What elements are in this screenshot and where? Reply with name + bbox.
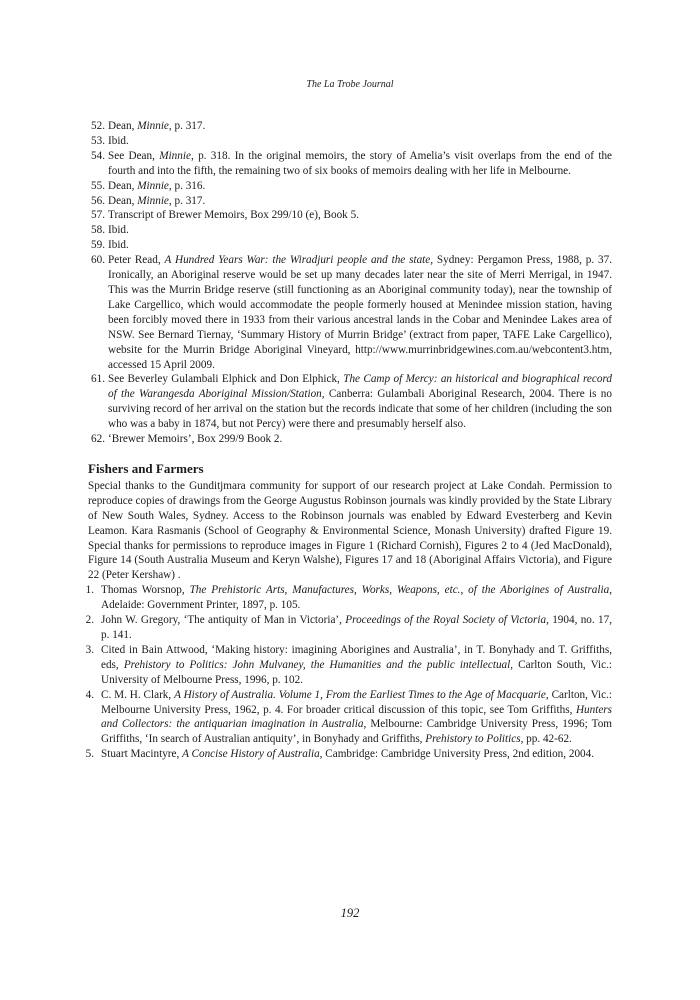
text-run: See Beverley Gulambali Elphick and Don Elphick, xyxy=(108,373,344,386)
page-body xyxy=(85,119,613,762)
text-run: , Carlton South, Vic.: University of Melbourne Press, 1996, p. 102. xyxy=(101,658,612,686)
endnote xyxy=(88,253,612,372)
text-run: C. M. H. Clark, xyxy=(101,688,175,701)
italic-title: A History of Australia. Volume 1, From the Earliest Times to the Age of Macquarie xyxy=(174,688,546,701)
italic-title: The Camp of Mercy: an historical and biographical record of the Warangesda Aboriginal Mission/Station, xyxy=(108,373,612,401)
endnotes-list-a xyxy=(88,119,612,447)
text-run: ‘Brewer Memoirs’, Box 299/9 Book 2. xyxy=(108,433,283,446)
endnote-number: 55. xyxy=(91,179,105,192)
endnote-text xyxy=(100,643,612,688)
endnotes-list-b xyxy=(85,583,613,762)
endnote xyxy=(88,134,612,149)
italic-title: Hunters and Collectors: the antiquarian imagination in Australia xyxy=(101,703,612,731)
endnote xyxy=(88,238,612,253)
text-run: , 1904, no. 17, p. 141. xyxy=(101,614,612,641)
text-run: Ibid. xyxy=(108,134,129,147)
endnote xyxy=(85,583,612,613)
endnote xyxy=(88,179,612,194)
running-head: The La Trobe Journal xyxy=(306,79,394,90)
text-run: , p. 316. xyxy=(168,179,206,192)
text-run: Thomas Worsnop, xyxy=(101,584,190,597)
endnote xyxy=(88,208,612,223)
text-run: , p. 318. In the original memoirs, the story of Amelia’s visit overlaps from the end of the fourth and into the fifth, the remaining two of six books of memoirs dealing with her life in Melbourne. xyxy=(108,149,612,177)
italic-title: Minnie xyxy=(137,120,169,132)
endnote-text xyxy=(108,179,612,194)
endnote xyxy=(85,643,612,688)
text-run: , Melbourne: Cambridge University Press, 1996; Tom Griffiths, ‘In search of Australian antiquity’, in Bonyhady and Griffiths, xyxy=(101,718,613,746)
text-run: Transcript of Brewer Memoirs, Box 299/10 (e), Book 5. xyxy=(108,209,359,222)
text-run: , Adelaide: Government Printer, 1897, p. 105. xyxy=(101,584,612,612)
endnote-number: 57. xyxy=(91,209,105,222)
section-title: Fishers and Farmers xyxy=(88,460,204,476)
endnote-text xyxy=(108,134,612,149)
text-run: Stuart Macintyre, xyxy=(101,748,183,761)
italic-title: Prehistory to Politics: John Mulvaney, the Humanities and the public intellectual xyxy=(123,658,511,671)
endnote-number: 2. xyxy=(85,614,94,627)
endnote-number: 3. xyxy=(85,643,94,656)
text-run: , pp. 42-62. xyxy=(520,733,572,746)
endnote-number: 60. xyxy=(91,254,105,267)
endnote-text xyxy=(100,747,612,762)
endnote-number: 52. xyxy=(91,120,105,132)
endnote-number: 4. xyxy=(85,688,94,701)
text-run: See Dean, xyxy=(108,149,160,162)
endnote-number: 5. xyxy=(85,748,94,761)
text-run: Canberra: Gulambali Aboriginal Research, 2004. There is no surviving record of her arrival on the station but the records indicate that some of her children (including the son who was a baby in 1874, but not Percy) were there and presumably herself also. xyxy=(108,388,612,431)
endnote xyxy=(85,747,612,762)
text-run: , Carlton, Vic.: Melbourne University Press, 1962, p. 4. For broader critical discussion of this topic, see Tom Griffiths, xyxy=(101,688,612,716)
endnote xyxy=(85,613,612,643)
italic-title: A Concise History of Australia xyxy=(182,748,320,761)
endnote xyxy=(88,432,612,447)
endnote-text xyxy=(108,253,612,372)
italic-title: Minnie xyxy=(159,149,191,162)
endnote-text xyxy=(108,238,612,253)
text-run: , Cambridge: Cambridge University Press, 2nd edition, 2004. xyxy=(319,748,595,761)
italic-title: Proceedings of the Royal Society of Victoria xyxy=(345,614,547,627)
endnote xyxy=(88,194,612,209)
endnote-number: 1. xyxy=(85,584,94,597)
endnote-text xyxy=(100,688,612,748)
text-run: , p. 317. xyxy=(168,120,206,132)
text-run: , p. 317. xyxy=(168,194,206,207)
text-run: Dean, xyxy=(108,194,138,207)
endnote-number: 61. xyxy=(91,373,105,386)
italic-title: Minnie xyxy=(137,179,169,192)
endnote-text xyxy=(100,583,612,613)
italic-title: Minnie xyxy=(137,194,169,207)
text-run: Ibid. xyxy=(108,239,129,252)
text-run: Cited in Bain Attwood, ‘Making history: imagining Aborigines and Australia’, in T. Bonyhady and T. Griffiths, eds, xyxy=(101,643,612,671)
endnote xyxy=(85,688,613,748)
endnote-text xyxy=(108,119,612,134)
italic-title: Prehistory to Politics xyxy=(425,733,521,746)
endnote-number: 59. xyxy=(91,239,105,252)
endnote xyxy=(88,149,612,179)
endnote xyxy=(88,223,612,238)
endnote xyxy=(88,119,612,134)
endnote-text xyxy=(108,223,612,238)
endnote-text xyxy=(108,194,612,209)
endnote-text xyxy=(108,372,612,432)
text-run: Dean, xyxy=(108,179,138,192)
section-intro: Special thanks to the Gunditjmara community for support of our research project at Lake Condah. Permission to reproduce copies of drawings from the George Augustus Robinson journals was kindly provided by the State Library of New South Wales, Sydney. Access to the Robinson journals was enabled by Edward Evesterberg and Kevin Leamon. Kara Rasmanis (School of Geography & Environmental Science, Monash University) drafted Figure 19. Special thanks for permissions to reproduce images in Figure 1 (Richard Cornish), Figures 2 to 4 (Jed MacDonald), Figure 14 (South Australia Museum and Keryn Walshe), Figures 17 and 18 (Aboriginal Affairs Victoria), and Figure 22 (Peter Kershaw) . xyxy=(88,479,612,582)
endnote-text xyxy=(108,208,612,223)
text-run: Peter Read, xyxy=(108,254,165,267)
endnote-number: 56. xyxy=(91,194,105,207)
page-number: 192 xyxy=(340,906,360,920)
text-run: John W. Gregory, ‘The antiquity of Man in Victoria’, xyxy=(101,614,346,627)
text-run: Sydney: Pergamon Press, 1988, p. 37. Ironically, an Aboriginal reserve would be set up many decades later near the site of Merri Merrigal, in 1947. This was the Murrin Bridge reserve (still functioning as an Aboriginal community today), near the township of Lake Cargellico, which would accommodate the people formerly housed at Menindee mission station, having been forcibly moved there in 1933 from their various ancestral lands in the Cobar and Menindee Lakes area of NSW. See Bernard Tiernay, ‘Summary History of Murrin Bridge’ (extract from paper, TAFE Lake Cargellico), website for the Murrin Bridge Aboriginal Vineyard, http://www.murrinbridgewines.com.au/webcontent3.htm, accessed 15 April 2009. xyxy=(108,254,613,371)
italic-title: A Hundred Years War: the Wiradjuri people and the state, xyxy=(164,254,434,267)
text-run: Dean, xyxy=(108,120,138,132)
endnote-number: 62. xyxy=(91,433,105,446)
text-run: Ibid. xyxy=(108,224,129,237)
endnote-text xyxy=(100,613,612,643)
endnote xyxy=(88,372,612,432)
endnote-text xyxy=(108,432,612,447)
endnote-number: 54. xyxy=(91,149,105,162)
italic-title: The Prehistoric Arts, Manufactures, Works, Weapons, etc., of the Aborigines of Australia xyxy=(189,584,610,597)
endnote-number: 53. xyxy=(91,134,105,147)
endnote-text xyxy=(108,149,612,179)
endnote-number: 58. xyxy=(91,224,105,237)
